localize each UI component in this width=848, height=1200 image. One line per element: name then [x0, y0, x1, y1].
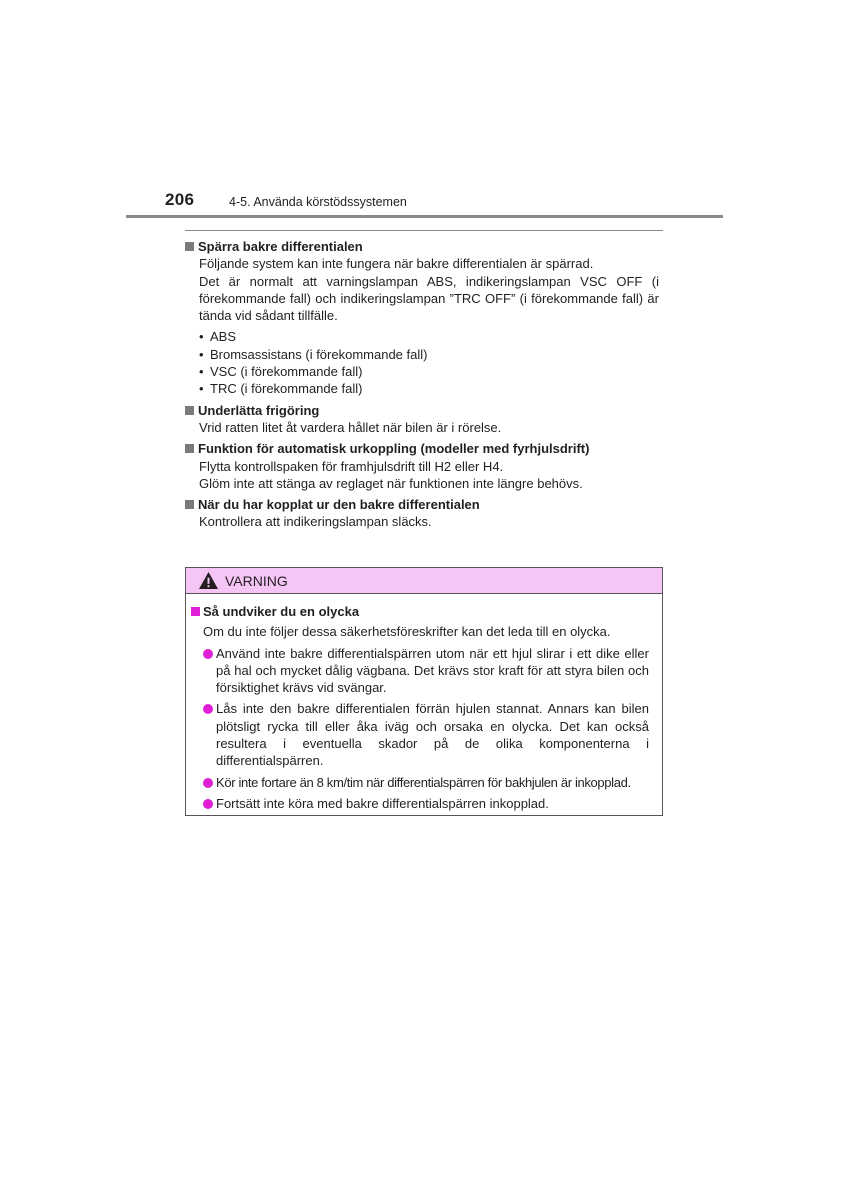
list-item: • Bromsassistans (i förekommande fall)	[199, 346, 659, 363]
warning-intro: Om du inte följer dessa säkerhetsföreskrifter kan det leda till en olycka.	[203, 624, 611, 640]
square-bullet-icon	[185, 406, 194, 415]
warning-heading: Så undviker du en olycka	[191, 603, 649, 620]
paragraph: Kontrollera att indikeringslampan släcks.	[199, 514, 432, 530]
warning-header	[186, 568, 662, 594]
warning-item: Använd inte bakre differentialspärren utom när ett hjul slirar i ett dike eller på hal och mycket dålig vägbana. Det krävs stor kraft för att styra bilen och försiktighet krävs vid svängar.	[203, 645, 649, 697]
section-divider	[185, 230, 663, 231]
paragraph: Vrid ratten litet åt vardera hållet när bilen är i rörelse.	[199, 419, 502, 435]
section-heading: Underlätta frigöring	[185, 402, 659, 419]
section-lock-rear-differential	[185, 238, 659, 398]
warning-item: Kör inte fortare än 8 km/tim när differentialspärren för bakhjulen är inkopplad.	[203, 774, 649, 791]
section-body	[185, 513, 659, 530]
page-number: 206	[165, 190, 195, 209]
main-content	[185, 238, 659, 535]
warning-label: VARNING	[225, 572, 288, 589]
list-item: • TRC (i förekommande fall)	[199, 380, 659, 397]
section-body	[185, 419, 659, 436]
paragraph: Följande system kan inte fungera när bakre differentialen är spärrad.	[199, 256, 594, 272]
section-ease-release	[185, 402, 659, 437]
warning-item: Fortsätt inte köra med bakre differentialspärren inkopplad.	[203, 795, 649, 812]
section-after-disengage	[185, 496, 659, 531]
list-item: • VSC (i förekommande fall)	[199, 363, 659, 380]
section-title: 4-5. Använda körstödssystemen	[229, 195, 407, 209]
warning-triangle-icon	[198, 571, 219, 590]
section-body	[185, 458, 659, 493]
paragraph: Det är normalt att varningslampan ABS, indikeringslampan VSC OFF (i förekommande fall) och indikeringslampan ”TRC OFF” (i förekommande fall) är tända vid sådant tillfälle.	[199, 273, 659, 324]
section-heading: När du har kopplat ur den bakre differentialen	[185, 496, 659, 513]
section-heading: Spärra bakre differentialen	[185, 238, 659, 255]
section-auto-disengage	[185, 440, 659, 492]
warning-item: Lås inte den bakre differentialen förrän hjulen stannat. Annars kan bilen plötsligt rycka till eller åka iväg och orsaka en olycka. Det kan också resultera i eventuella skador på de olika komponenterna i differentialspärren.	[203, 700, 649, 769]
square-bullet-icon	[185, 444, 194, 453]
square-bullet-icon	[191, 607, 200, 616]
paragraph: Flytta kontrollspaken för framhjulsdrift till H2 eller H4.	[199, 458, 504, 474]
system-list	[185, 328, 659, 397]
section-heading: Funktion för automatisk urkoppling (modeller med fyrhjulsdrift)	[185, 440, 659, 457]
warning-list	[191, 645, 649, 813]
warning-body	[186, 594, 662, 812]
square-bullet-icon	[185, 500, 194, 509]
header-rule	[126, 215, 723, 218]
section-body	[185, 255, 659, 324]
square-bullet-icon	[185, 242, 194, 251]
paragraph: Glöm inte att stänga av reglaget när funktionen inte längre behövs.	[199, 475, 583, 491]
list-item: • ABS	[199, 328, 659, 345]
warning-box	[185, 567, 663, 816]
